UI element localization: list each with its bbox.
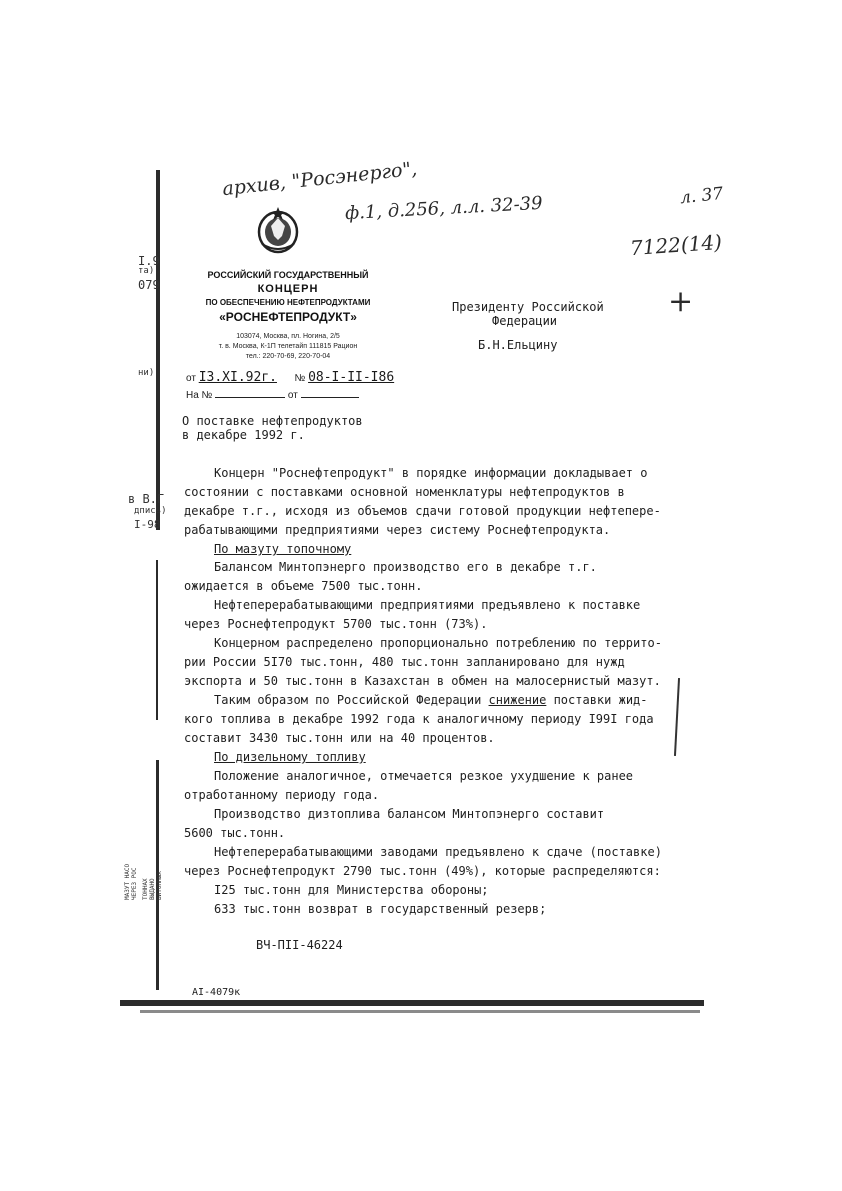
body-text: поставки жид- (553, 693, 648, 707)
page-binding-edge (156, 170, 160, 530)
handwritten-margin-bracket (674, 678, 680, 756)
coat-of-arms-emblem (256, 204, 300, 254)
bottom-scan-edge-shadow (140, 1010, 700, 1013)
body-line: Производство дизтоплива балансом Минтопэнерго составит (214, 807, 605, 821)
addressee-line-1: Президенту Российской (452, 300, 604, 314)
body-line: декабре т.г., исходя из объемов сдачи готовой продукции нефтепере- (184, 504, 661, 518)
letter-number: 08-I-II-I86 (308, 370, 395, 385)
body-text: Таким образом по Российской Федерации (214, 693, 482, 707)
addressee-line-2: Федерации (492, 314, 558, 328)
handwritten-archive-note: архив, "Росэнерго", (221, 157, 419, 201)
body-line: рии России 5I70 тыс.тонн, 480 тыс.тонн запланировано для нужд (184, 655, 625, 669)
body-line (214, 693, 648, 707)
body-line: рабатывающими предприятиями через систему Роснефтепродукта. (184, 523, 611, 537)
margin-fragment: в В.Г (128, 492, 165, 506)
section-heading-diesel: По дизельному топливу (214, 750, 366, 764)
letterhead-telex: т. в. Москва, К-1П телетайп 111815 Рацион (218, 343, 358, 350)
margin-fragment: 079 (138, 278, 160, 292)
document-code: ВЧ-ПII-46224 (256, 938, 343, 952)
body-line: 5600 тыс.тонн. (184, 826, 286, 840)
letterhead-line-2: КОНЦЕРН (257, 283, 319, 295)
body-line: I25 тыс.тонн для Министерства обороны; (214, 883, 489, 897)
letter-date: I3.XI.92г. (198, 370, 277, 385)
margin-vertical-stamp: МАЗУТ НАСО ЧЕРЕЗ РОС (124, 863, 138, 900)
subject-line-2: в декабре 1992 г. (182, 428, 305, 442)
letterhead-phone: тел.: 220-70-69, 220-70-04 (245, 353, 331, 360)
body-line: 633 тыс.тонн возврат в государственный резерв; (214, 902, 547, 916)
bottom-scan-edge (120, 1000, 704, 1006)
body-line: ожидается в объеме 7500 тыс.тонн. (184, 579, 423, 593)
on-number-blank (215, 397, 285, 398)
underlined-word: снижение (488, 693, 547, 707)
body-line: состоянии с поставками основной номенклатуры нефтепродуктов в (184, 485, 625, 499)
form-code: АI-4079к (192, 987, 241, 998)
body-line: Нефтеперерабатывающими заводами предъявлено к сдаче (поставке) (214, 845, 662, 859)
body-line: Положение аналогичное, отмечается резкое ухудшение к ранее (214, 769, 634, 783)
addressee-line-3: Б.Н.Ельцину (478, 338, 558, 352)
letterhead-address: 103074, Москва, пл. Ногина, 2/5 (236, 333, 340, 340)
on-from-label: от (287, 390, 298, 401)
number-label: № (294, 373, 306, 384)
outgoing-reference (186, 370, 394, 385)
letterhead-company-name: «РОСНЕФТЕПРОДУКТ» (219, 310, 357, 324)
margin-fragment: I.9 (138, 254, 160, 268)
letterhead-line-3: ПО ОБЕСПЕЧЕНИЮ НЕФТЕПРОДУКТАМИ (205, 298, 371, 307)
body-line: Концерн "Роснефтепродукт" в порядке информации докладывает о (214, 466, 648, 480)
letterhead-line-1: РОССИЙСКИЙ ГОСУДАРСТВЕННЫЙ (207, 270, 369, 280)
body-line: экспорта и 50 тыс.тонн в Казахстан в обмен на малосернистый мазут. (184, 674, 661, 688)
body-line: Концерном распределено пропорционально потреблению по террито- (214, 636, 662, 650)
margin-fragment: I-98 (134, 518, 161, 531)
page-binding-edge (156, 560, 158, 720)
body-line: кого топлива в декабре 1992 года к аналогичному периоду I99I года (184, 712, 654, 726)
handwritten-sheet-number: л. 37 (679, 183, 725, 209)
handwritten-registration-number: 7122(14) (629, 229, 723, 261)
body-line: через Роснефтепродукт 2790 тыс.тонн (49%), которые распределяются: (184, 864, 661, 878)
body-line: Балансом Минтопэнерго производство его в декабре т.г. (214, 560, 597, 574)
section-heading-fuel-oil: По мазуту топочному (214, 542, 352, 556)
body-line: составит 3430 тыс.тонн или на 40 процентов. (184, 731, 495, 745)
from-label: от (186, 373, 196, 384)
incoming-reference (186, 390, 359, 401)
handwritten-margin-mark: + (668, 284, 694, 319)
body-line: Нефтеперерабатывающими предприятиями предъявлено к поставке (214, 598, 641, 612)
handwritten-archive-reference: ф.1, д.256, л.л. 32-39 (344, 192, 544, 225)
body-line: через Роснефтепродукт 5700 тыс.тонн (73%). (184, 617, 488, 631)
margin-fragment: дпись) (134, 506, 167, 516)
margin-fragment: ни) (138, 368, 155, 378)
margin-fragment: та) (138, 266, 155, 276)
on-from-blank (301, 397, 359, 398)
body-line: отработанному периоду года. (184, 788, 380, 802)
margin-vertical-stamp: ТОННАХ ВЫДАНО ВИТОННЫХ (142, 871, 163, 900)
on-number-label: На № (186, 390, 213, 401)
subject-line-1: О поставке нефтепродуктов (182, 414, 363, 428)
